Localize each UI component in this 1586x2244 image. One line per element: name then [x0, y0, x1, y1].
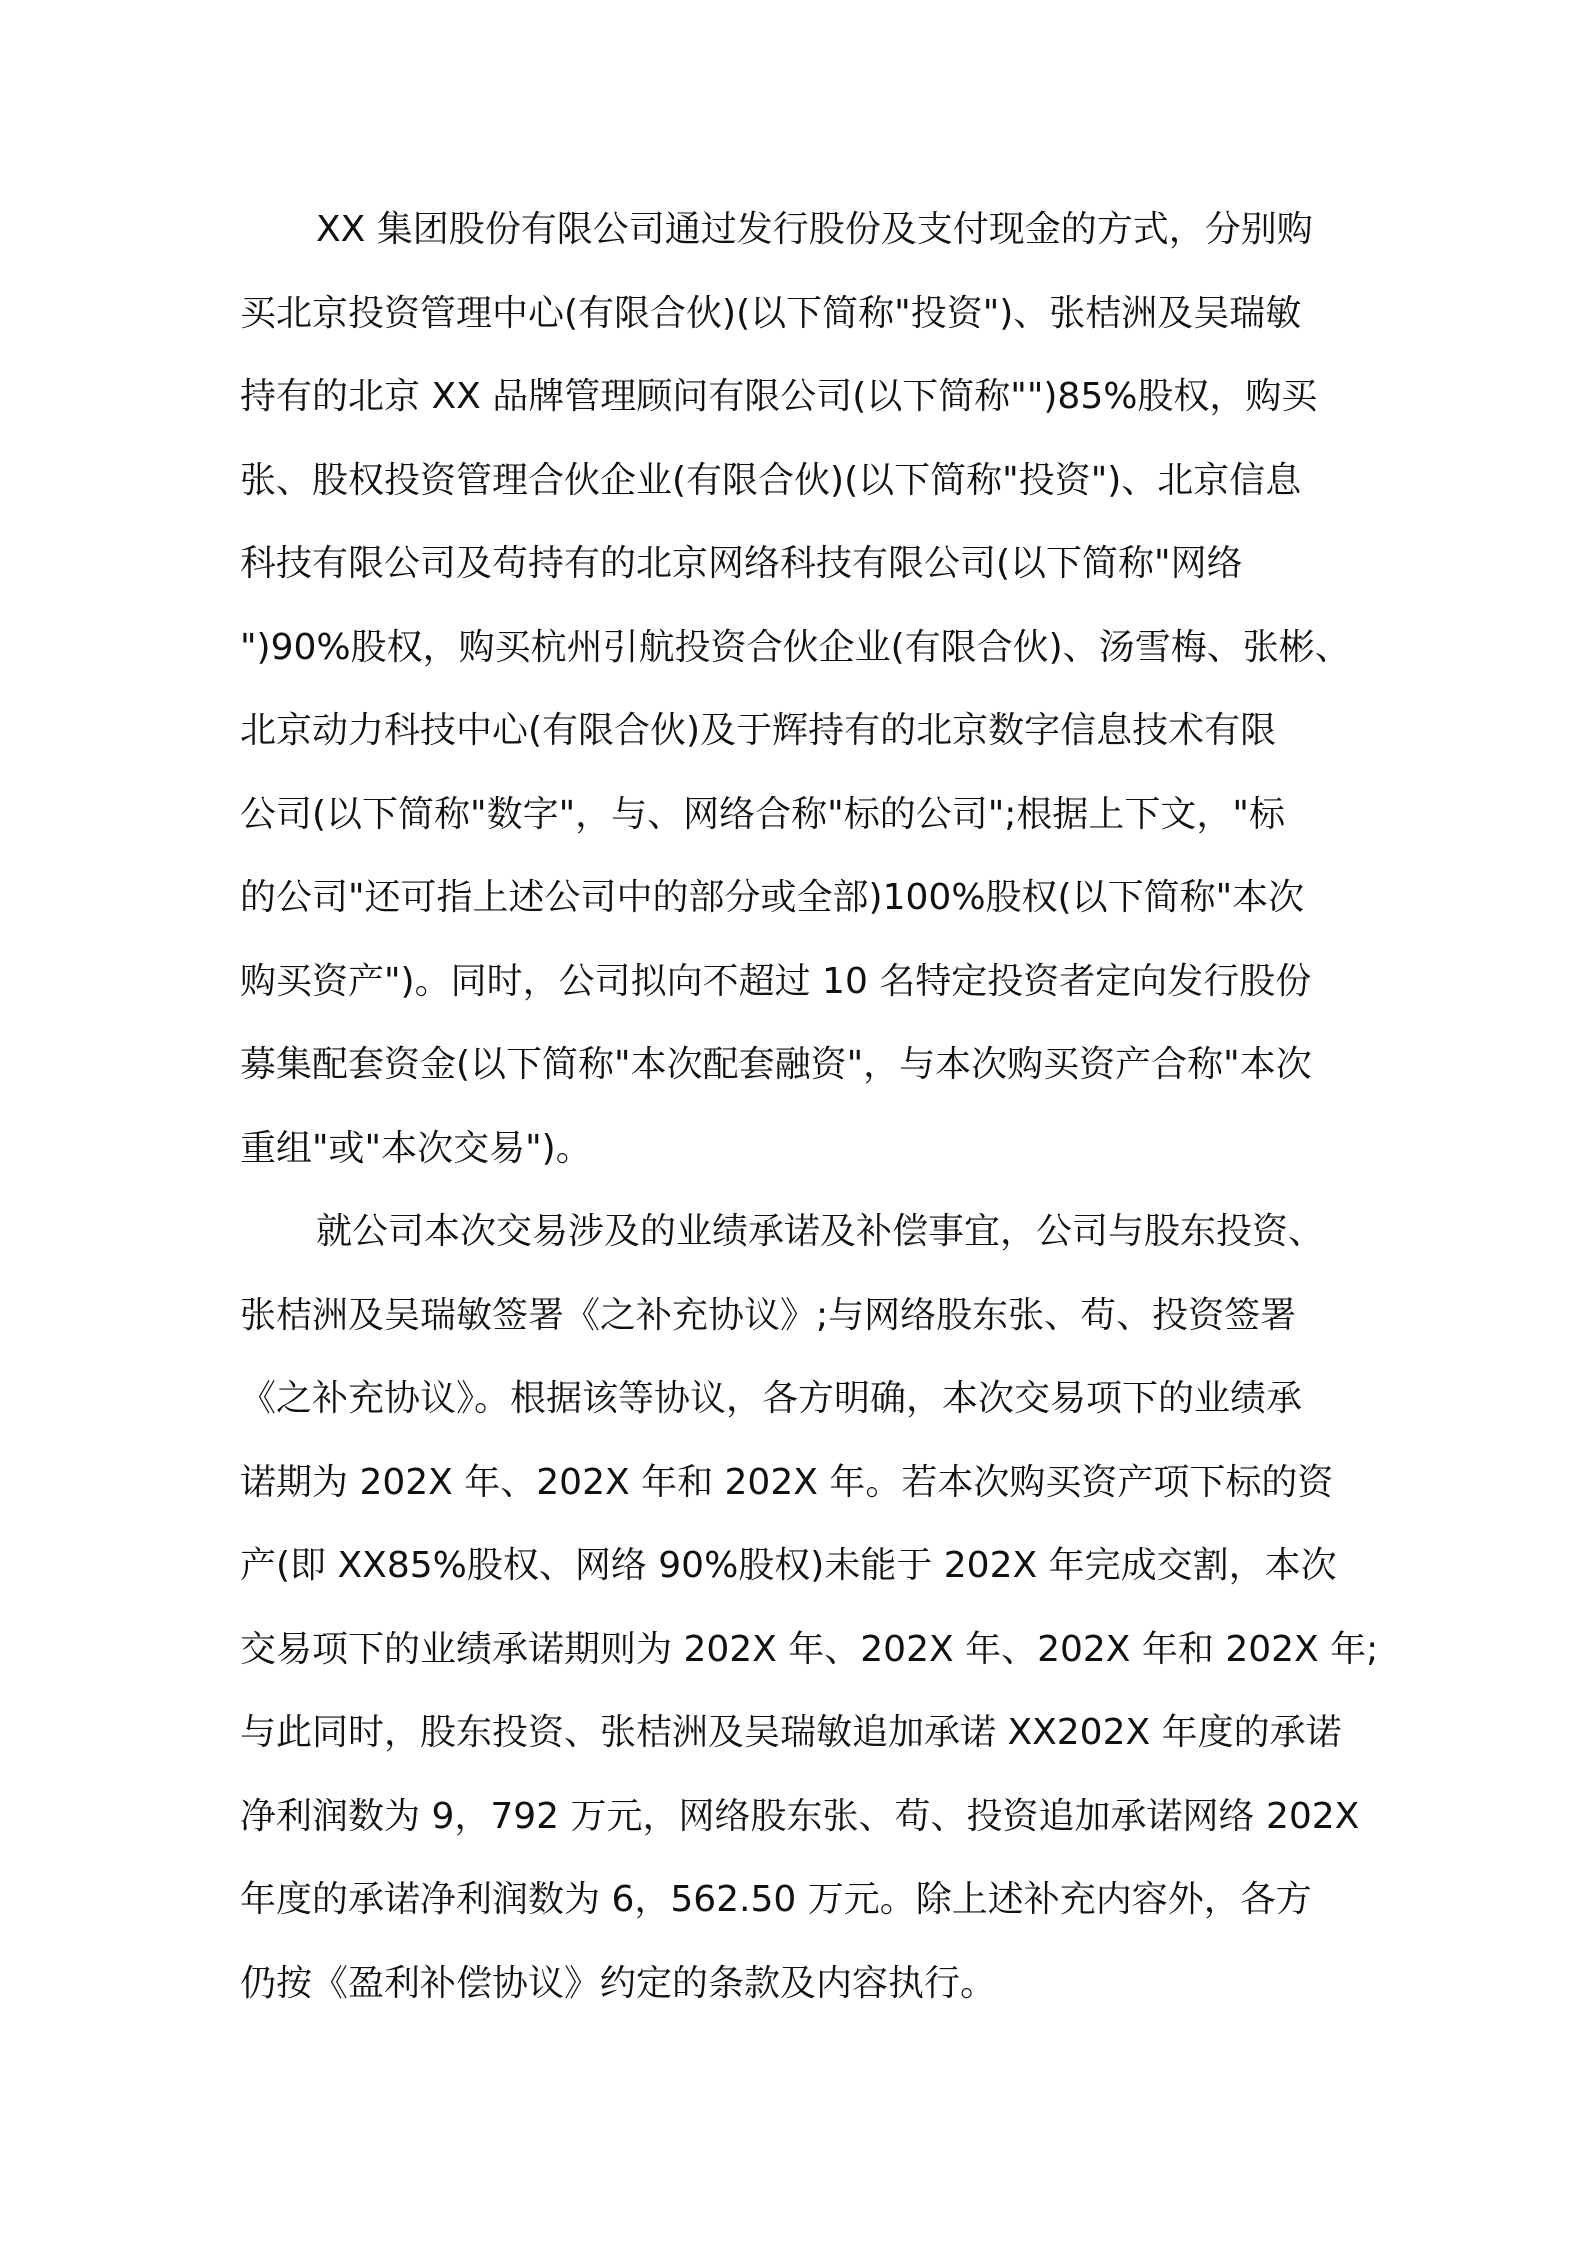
- text-line: XX 集团股份有限公司通过发行股份及支付现金的方式，分别购: [316, 209, 1313, 250]
- text-line: 诺期为 202X 年、202X 年和 202X 年。若本次购买资产项下标的资: [240, 1461, 1334, 1503]
- text-line: 公司(以下简称"数字"，与、网络合称"标的公司";根据上下文，"标: [240, 793, 1285, 835]
- text-line: 就公司本次交易涉及的业绩承诺及补偿事宜，公司与股东投资、: [316, 1211, 1325, 1252]
- text-line: 购买资产")。同时，公司拟向不超过 10 名特定投资者定向发行股份: [240, 960, 1312, 1002]
- text-line: 净利润数为 9，792 万元，网络股东张、苟、投资追加承诺网络 202X: [240, 1795, 1360, 1837]
- text-line: 持有的北京 XX 品牌管理顾问有限公司(以下简称"")85%股权，购买: [240, 376, 1318, 417]
- text-line: 与此同时，股东投资、张桔洲及吴瑞敏追加承诺 XX202X 年度的承诺: [240, 1712, 1342, 1753]
- document-body: [240, 188, 1379, 2025]
- text-line: 张、股权投资管理合伙企业(有限合伙)(以下简称"投资")、北京信息: [240, 459, 1302, 501]
- text-line: 产(即 XX85%股权、网络 90%股权)未能于 202X 年完成交割，本次: [240, 1545, 1337, 1586]
- text-line: 的公司"还可指上述公司中的部分或全部)100%股权(以下简称"本次: [240, 877, 1305, 918]
- text-line: 《之补充协议》。根据该等协议，各方明确，本次交易项下的业绩承: [240, 1378, 1303, 1419]
- text-line: 张桔洲及吴瑞敏签署《之补充协议》;与网络股东张、苟、投资签署: [240, 1294, 1297, 1336]
- text-line: 科技有限公司及苟持有的北京网络科技有限公司(以下简称"网络: [240, 543, 1243, 584]
- text-line: 仍按《盈利补偿协议》约定的条款及内容执行。: [240, 1962, 997, 2004]
- paragraph-2: [240, 1190, 1379, 2025]
- text-line: 年度的承诺净利润数为 6，562.50 万元。除上述补充内容外，各方: [240, 1879, 1312, 1920]
- text-line: 北京动力科技中心(有限合伙)及于辉持有的北京数字信息技术有限: [240, 710, 1277, 751]
- text-line: 交易项下的业绩承诺期则为 202X 年、202X 年、202X 年和 202X 年;: [240, 1628, 1379, 1670]
- text-line: ")90%股权，购买杭州引航投资合伙企业(有限合伙)、汤雪梅、张彬、: [240, 626, 1351, 668]
- text-line: 募集配套资金(以下简称"本次配套融资"，与本次购买资产合称"本次: [240, 1044, 1312, 1085]
- paragraph-1: [240, 188, 1355, 1190]
- text-line: 买北京投资管理中心(有限合伙)(以下简称"投资")、张桔洲及吴瑞敏: [240, 292, 1302, 334]
- text-line: 重组"或"本次交易")。: [240, 1127, 592, 1169]
